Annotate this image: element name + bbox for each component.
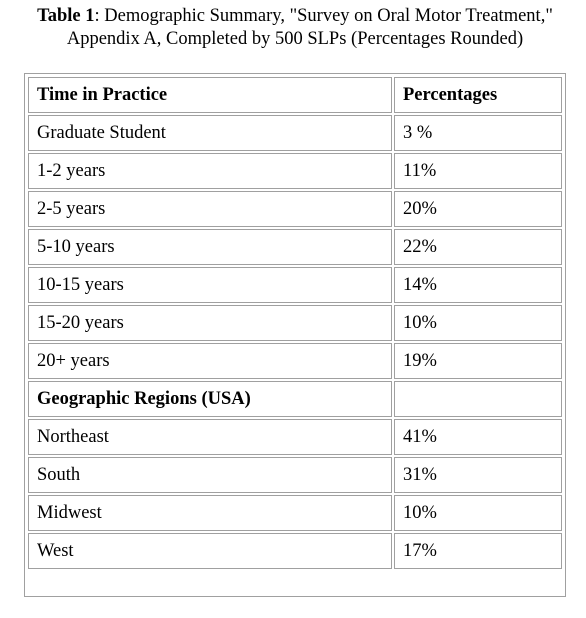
row-label: 1-2 years: [28, 153, 392, 189]
header-percentages: Percentages: [394, 77, 562, 113]
table-caption: [24, 5, 566, 51]
table-caption-text: : Demographic Summary, "Survey on Oral Motor Treatment," Appendix A, Completed by 500 SLPs (Percentages Rounded): [66, 6, 553, 49]
table-row: [28, 305, 562, 341]
row-value: 14%: [394, 267, 562, 303]
row-label: South: [28, 457, 392, 493]
row-value: 17%: [394, 533, 562, 569]
row-label: 2-5 years: [28, 191, 392, 227]
row-label: 15-20 years: [28, 305, 392, 341]
demographic-table-grid: [26, 75, 564, 571]
table-row: [28, 343, 562, 379]
table-header-row: [28, 77, 562, 113]
table-row: [28, 153, 562, 189]
row-label: West: [28, 533, 392, 569]
table-row: [28, 533, 562, 569]
row-label: Northeast: [28, 419, 392, 455]
table-row: [28, 267, 562, 303]
header-geographic-regions: Geographic Regions (USA): [28, 381, 392, 417]
row-label: 20+ years: [28, 343, 392, 379]
row-value: 20%: [394, 191, 562, 227]
demographic-table: [24, 73, 566, 597]
row-value: 10%: [394, 495, 562, 531]
row-value: 11%: [394, 153, 562, 189]
table-row: [28, 457, 562, 493]
row-label: Graduate Student: [28, 115, 392, 151]
table-row: [28, 191, 562, 227]
row-value: 31%: [394, 457, 562, 493]
row-label: 5-10 years: [28, 229, 392, 265]
table-caption-label: Table 1: [37, 6, 95, 26]
table-row: [28, 229, 562, 265]
row-value: 22%: [394, 229, 562, 265]
header-geographic-empty: [394, 381, 562, 417]
row-value: 3 %: [394, 115, 562, 151]
row-label: Midwest: [28, 495, 392, 531]
table-row: [28, 495, 562, 531]
row-value: 19%: [394, 343, 562, 379]
row-label: 10-15 years: [28, 267, 392, 303]
table-row: [28, 115, 562, 151]
row-value: 10%: [394, 305, 562, 341]
row-value: 41%: [394, 419, 562, 455]
section-header-row: [28, 381, 562, 417]
table-row: [28, 419, 562, 455]
header-time-in-practice: Time in Practice: [28, 77, 392, 113]
